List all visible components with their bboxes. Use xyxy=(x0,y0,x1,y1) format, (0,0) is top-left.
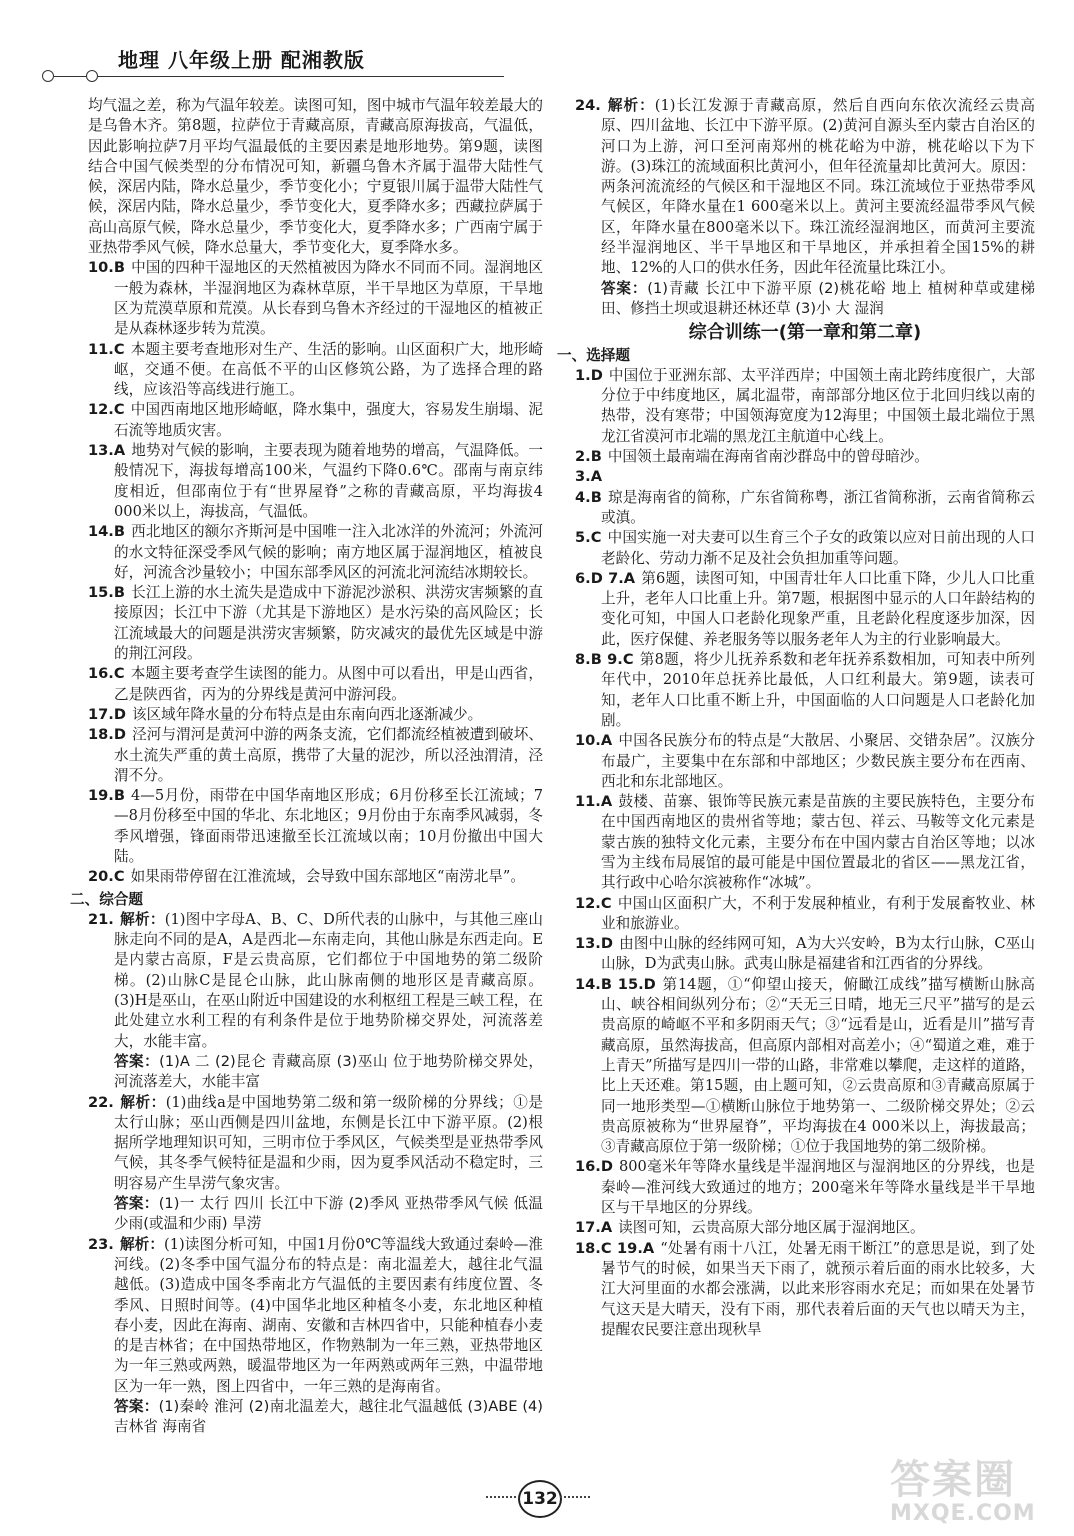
analysis-label: 解析： xyxy=(119,1235,165,1253)
answer-number: 10.A xyxy=(575,732,613,750)
answer-item xyxy=(575,731,1035,792)
page-number-dots-right xyxy=(560,1496,590,1498)
answer-text: 由图中山脉的经纬网可知，A为大兴安岭，B为太行山脉，C巫山山脉，D为武夷山脉。武夷山脉是福建省和江西省的分界线。 xyxy=(601,935,1035,973)
answer-item xyxy=(575,934,1035,975)
answer-text: 中国领土最南端在海南省南沙群岛中的曾母暗沙。 xyxy=(607,448,929,466)
answer-text: 地势对气候的影响，主要表现为随着地势的增高，气温降低。一般情况下，海拔每增高100米，气温约下降0.6℃。邵南与南京纬度相近，但邵南位于有“世界屋脊”之称的青藏高原，平均海拔4 000米以上，海拔高，气温低。 xyxy=(114,442,543,520)
answer-number: 17.A xyxy=(575,1219,613,1237)
answer-item xyxy=(88,664,543,705)
answer-number: 14.B xyxy=(88,523,125,541)
section-heading-1: 一、选择题 xyxy=(557,346,630,364)
answer-item xyxy=(88,867,543,887)
answer-text: 中国位于亚洲东部、太平洋西岸；中国领土南北跨纬度很广，大部分位于中纬度地区，属北温带，南部部分地区位于北回归线以南的热带，没有寒带；中国领海宽度为12海里；中国领土最北端位于黑龙江省漠河市北端的黑龙江主航道中心线上。 xyxy=(601,366,1035,445)
answer-text: 该区域年降水量的分布特点是由东南向西北逐渐减少。 xyxy=(131,705,483,723)
answer-number: 12.C xyxy=(88,401,125,419)
analysis-text: (1)读图分析可知，中国1月份0℃等温线大致通过秦岭—淮河线。(2)冬季中国气温分布的特点是：南北温差大，越往北气温越低。(3)造成中国冬季南北方气温低的主要因素有纬度位置、冬季风、日照时间等。(4)中国华北地区种植冬小麦，东北地区种植春小麦，因此在海南、湖南、安徽和吉林四省中，只能种植春小麦的是吉林省；在中国热带地区，作物熟制为一年三熟，亚热带地区为一年三熟或两熟，暖温带地区为一年两熟或两年三熟，中温带地区为一年一熟，图上四省中，一年三熟的是海南省。 xyxy=(114,1235,543,1395)
answer-item xyxy=(88,441,543,522)
answer-number: 1.D xyxy=(575,366,603,384)
answer-item xyxy=(575,528,1035,569)
answer-item xyxy=(575,488,1035,529)
answer-text: 读图可知，云贵高原大部分地区属于湿润地区。 xyxy=(618,1219,925,1237)
answer-number: 17.D xyxy=(88,705,126,723)
answer-text: 中国的四种干湿地区的天然植被因为降水不同而不同。湿润地区一般为森林，半湿润地区为森林草原，半干旱地区为草原，干旱地区为荒漠草原和荒漠。从长春到乌鲁木齐经过的干湿地区的植被正是从森林逐步转为荒漠。 xyxy=(114,259,543,338)
header-title: 地理 八年级上册 配湘教版 xyxy=(118,48,365,72)
answer-number: 12.C xyxy=(575,894,612,912)
answer-number: 19.B xyxy=(88,787,125,805)
header-circle-1 xyxy=(42,70,54,82)
answer-item xyxy=(575,1157,1035,1218)
answer-item xyxy=(575,650,1035,731)
answer-item xyxy=(88,522,543,583)
answer-item xyxy=(88,583,543,664)
answer-label: 答案： xyxy=(114,1195,159,1213)
answer-text: 泾河与渭河是黄河中游的两条支流，它们都流经植被遭到破坏、水土流失严重的黄土高原，携带了大量的泥沙，所以泾浊渭清，泾渭不分。 xyxy=(114,726,543,784)
page-header xyxy=(40,40,500,100)
answer-text: 第6题，读图可知，中国青壮年人口比重下降，少儿人口比重上升，老年人口比重上升。第7题，根据图中显示的人口年龄结构的变化可知，中国人口老龄化现象严重，且老龄化程度逐步加深，因此，医疗保健、养老服务等以服务老年人为主的行业影响最大。 xyxy=(601,569,1035,648)
analysis-text: (1)曲线a是中国地势第二级和第一级阶梯的分界线；①是太行山脉；巫山西侧是四川盆地，东侧是长江中下游平原。(2)根据所学地理知识可知，三明市位于季风区，气候类型是亚热带季风气候，其冬季气候特征是温和少雨，因为夏季风活动不稳定时，三明容易产生旱涝气象灾害。 xyxy=(114,1093,543,1192)
answer-number: 3.A xyxy=(575,468,602,486)
analysis-text: (1)长江发源于青藏高原，然后自西向东依次流经云贵高原、四川盆地、长江中下游平原。(2)黄河自源头至内蒙古自治区的河口为上游，河口至河南郑州的桃花峪为中游，桃花峪以下为下游。(3)珠江的流域面积比黄河小，但年径流量却比黄河大。原因：两条河流流经的气候区和干湿地区不同。珠江流域位于亚热带季风气候区，年降水量在1 600毫米以上。黄河主要流经温带季风气候区，年降水量在800毫米以下。珠江流经湿润地区，而黄河主要流经半湿润地区、半干旱地区和干旱地区，并承担着全国15%的耕地、12%的人口的供水任务，因此年径流量比珠江小。 xyxy=(601,97,1035,277)
answer-paragraph xyxy=(575,279,1035,320)
answer-item xyxy=(575,569,1035,650)
answer-text: 琼是海南省的简称，广东省简称粤，浙江省简称浙，云南省简称云或滇。 xyxy=(601,488,1035,526)
answer-text: 中国山区面积广大，不利于发展种植业，有利于发展畜牧业、林业和旅游业。 xyxy=(601,894,1035,932)
page-number xyxy=(486,1480,590,1516)
answer-number: 11.A xyxy=(575,793,613,811)
answer-number: 18.C 19.A xyxy=(575,1239,655,1257)
answer-text: 中国实施一对夫妻可以生育三个子女的政策以应对日前出现的人口老龄化、劳动力渐不足及社会负担加重等问题。 xyxy=(601,529,1035,567)
answer-item xyxy=(88,340,543,401)
analysis-label: 解析： xyxy=(606,97,655,114)
answer-item xyxy=(575,1239,1035,1340)
question-number: 21. xyxy=(88,910,114,928)
answer-number: 11.C xyxy=(88,340,125,358)
page-number-dots-left xyxy=(486,1496,516,1498)
section-title: 综合训练一(第一章和第二章) xyxy=(688,322,922,344)
analysis-paragraph xyxy=(88,1235,543,1397)
answer-text: 鼓楼、苗寨、银饰等民族元素是苗族的主要民族特色，主要分布在中国西南地区的贵州省等地；蒙古包、祥云、马鞍等文化元素是蒙古族的独特文化元素，主要分布在中国内蒙古自治区等地；以冰雪为主线布局展馆的最可能是中国位置最北的省区——黑龙江省，其行政中心哈尔滨被称作“冰城”。 xyxy=(601,793,1035,892)
header-circle-2 xyxy=(86,70,98,82)
answer-text: 中国各民族分布的特点是“大散居、小聚居、交错杂居”。汉族分布最广，主要集中在东部和中部地区；少数民族主要分布在西南、西北和东北部地区。 xyxy=(601,732,1035,790)
answer-number: 6.D 7.A xyxy=(575,569,636,587)
answer-paragraph xyxy=(88,1397,543,1438)
answer-number: 14.B 15.D xyxy=(575,975,656,993)
answer-content: (1)青藏 长江中下游平原 (2)桃花峪 地上 植树种草或建梯田、修挡土坝或退耕还林还草 (3)小 大 湿润 xyxy=(601,279,1035,317)
question-number: 24. xyxy=(575,97,601,114)
answer-number: 13.A xyxy=(88,442,126,460)
watermark-logo: 答案圈 xyxy=(890,1457,1016,1503)
answer-content: (1)A 二 (2)昆仑 青藏高原 (3)巫山 位于地势阶梯交界处，河流落差大，水能丰富 xyxy=(114,1052,543,1091)
question-number: 22. xyxy=(88,1093,114,1111)
analysis-paragraph xyxy=(88,910,543,1052)
question-block xyxy=(88,1093,543,1235)
answer-item xyxy=(575,894,1035,935)
right-column xyxy=(557,96,1035,1340)
answer-number: 15.B xyxy=(88,584,125,602)
answer-item xyxy=(575,366,1035,447)
answer-item xyxy=(575,447,1035,467)
analysis-label: 解析： xyxy=(119,910,165,928)
answer-label: 答案： xyxy=(114,1398,159,1415)
answer-number: 8.B 9.C xyxy=(575,651,634,669)
analysis-paragraph xyxy=(575,96,1035,279)
analysis-label: 解析： xyxy=(119,1093,166,1111)
q24-block xyxy=(575,96,1035,319)
left-column xyxy=(70,96,543,1438)
answer-text: 本题主要考查地形对生产、生活的影响。山区面积广大，地形崎岖，交通不便。在高低不平的山区修筑公路，为了选择合理的路线，应该沿等高线进行施工。 xyxy=(114,340,543,399)
answer-item xyxy=(575,1218,1035,1238)
answer-text: 4—5月份，雨带在中国华南地区形成；6月份移至长江流域；7—8月份移至中国的华北、东北地区；9月份由于东南季风减弱，冬季风增强，锋面雨带迅速撤至长江流域以南；10月份撤出中国大陆。 xyxy=(114,787,543,865)
answer-number: 16.D xyxy=(575,1158,613,1176)
answer-item xyxy=(88,725,543,786)
question-number: 23. xyxy=(88,1235,114,1253)
watermark xyxy=(890,1448,1060,1528)
question-block xyxy=(88,1235,543,1438)
answer-item xyxy=(575,792,1035,893)
answer-paragraph xyxy=(88,1052,543,1093)
right-items xyxy=(575,366,1035,1340)
answer-number: 5.C xyxy=(575,529,602,547)
answer-item xyxy=(88,258,543,339)
answer-item xyxy=(575,467,1035,487)
answer-content: (1)秦岭 淮河 (2)南北温差大，越往北气温越低 (3)ABE (4)吉林省 海南省 xyxy=(114,1398,543,1436)
answer-text: 本题主要考查学生读图的能力。从图中可以看出，甲是山西省，乙是陕西省，丙为的分界线是黄河中游河段。 xyxy=(114,665,543,703)
answer-label: 答案： xyxy=(601,279,648,297)
answer-text: 长江上游的水土流失是造成中下游泥沙淤积、洪涝灾害频繁的直接原因；长江中下游（尤其是下游地区）是水污染的高风险区；长江流域最大的问题是洪涝灾害频繁，防灾减灾的最优先区域是中游的荆江河段。 xyxy=(114,584,543,663)
answer-text: 第8题，将少儿抚养系数和老年抚养系数相加，可知表中所列年代中，2010年总抚养比最低，人口红利最大。第9题，读表可知，老年人口比重不断上升，中国面临的人口问题是人口老龄化加剧。 xyxy=(601,651,1035,729)
answer-text: 中国西南地区地形崎岖，降水集中，强度大，容易发生崩塌、泥石流等地质灾害。 xyxy=(114,401,543,439)
answer-item xyxy=(88,786,543,867)
intro-paragraph: 均气温之差，称为气温年较差。读图可知，图中城市气温年较差最大的是乌鲁木齐。第8题，拉萨位于青藏高原，青藏高原海拔高，气温低，因此影响拉萨7月平均气温最低的主要因素是地形地势。第9题，读图结合中国气候类型的分布情况可知，新疆乌鲁木齐属于温带大陆性气候，深居内陆，降水总量少，季节变化小；宁夏银川属于温带大陆性气候，深居内陆，降水总量少，季节变化大，夏季降水多；西藏拉萨属于高山高原气候，降水总量少，季节变化大，夏季降水多；广西南宁属于亚热带季风气候，降水总量大，季节变化大，夏季降水多。 xyxy=(88,97,543,257)
answer-item xyxy=(575,975,1035,1158)
left-items xyxy=(88,258,543,887)
answer-item xyxy=(88,400,543,441)
analysis-paragraph xyxy=(88,1093,543,1194)
answer-item xyxy=(88,705,543,725)
answer-number: 16.C xyxy=(88,665,125,683)
answer-text: 800毫米年等降水量线是半湿润地区与湿润地区的分界线，也是秦岭—淮河线大致通过的地方；200毫米年等降水量线是半干旱地区与干旱地区的分界线。 xyxy=(601,1158,1035,1217)
answer-number: 20.C xyxy=(88,868,125,886)
answer-content: (1)一 太行 四川 长江中下游 (2)季风 亚热带季风气候 低温少雨(或温和少雨) 旱涝 xyxy=(114,1195,543,1233)
answer-text: 西北地区的额尔齐斯河是中国唯一注入北冰洋的外流河；外流河的水文特征深受季风气候的影响；南方地区属于湿润地区，植被良好，河流含沙量较小；中国东部季风区的河流北河流结冰期较长。 xyxy=(114,523,543,581)
answer-text: “处暑有雨十八江，处暑无雨干断江”的意思是说，到了处暑节气的时候，如果当天下雨了，就预示着后面的雨水比较多，大江大河里面的水都会涨满，以此来形容雨水充足；而如果在处暑节气这天是大晴天，没有下雨，那代表着后面的天气也以晴天为主，提醒农民要注意出现秋旱 xyxy=(601,1239,1035,1338)
answer-number: 18.D xyxy=(88,726,126,744)
answer-paragraph xyxy=(88,1194,543,1235)
answer-label: 答案： xyxy=(114,1052,160,1070)
watermark-url: MXQE.COM xyxy=(890,1501,1036,1526)
left-questions xyxy=(88,910,543,1438)
answer-number: 2.B xyxy=(575,448,602,466)
header-rule xyxy=(54,76,504,77)
answer-number: 10.B xyxy=(88,259,125,277)
section-heading-2: 二、综合题 xyxy=(70,890,143,908)
question-block xyxy=(575,96,1035,319)
analysis-text: (1)图中字母A、B、C、D所代表的山脉中，与其他三座山脉走向不同的是A，A是西北—东南走向，其他山脉是东西走向。E是内蒙古高原，F是云贵高原，它们都位于中国地势的第二级阶梯。(2)山脉C是昆仑山脉，此山脉南侧的地形区是青藏高原。(3)H是巫山，在巫山附近中国建设的水利枢纽工程是三峡工程，在此处建立水利工程的有利条件是位于地势阶梯交界处，河流落差大，水能丰富。 xyxy=(114,910,543,1050)
answer-number: 4.B xyxy=(575,488,602,506)
answer-text: 第14题，①“仰望山接天，俯瞰江成线”描写横断山脉高山、峡谷相间纵列分布；②“天无三日晴，地无三尺平”描写的是云贵高原的崎岖不平和多阴雨天气；③“远看是山，近看是川”描写青藏高原，虽然海拔高，但高原内部相对高差小；④“蜀道之难，难于上青天”所描写是四川一带的山路，非常难以攀爬，走这样的道路，比上天还难。第15题，由上题可知，②云贵高原和③青藏高原属于同一地形类型—①横断山脉位于地势第一、二级阶梯交界处；②云贵高原被称为“世界屋脊”，平均海拔在4 000米以上，海拔最高；③青藏高原位于第一级阶梯；①位于我国地势的第二级阶梯。 xyxy=(601,975,1035,1156)
question-block xyxy=(88,910,543,1093)
answer-number: 13.D xyxy=(575,935,613,953)
answer-text: 如果雨带停留在江淮流域，会导致中国东部地区“南涝北旱”。 xyxy=(130,868,525,886)
page-number-circle: 132 xyxy=(518,1480,562,1518)
